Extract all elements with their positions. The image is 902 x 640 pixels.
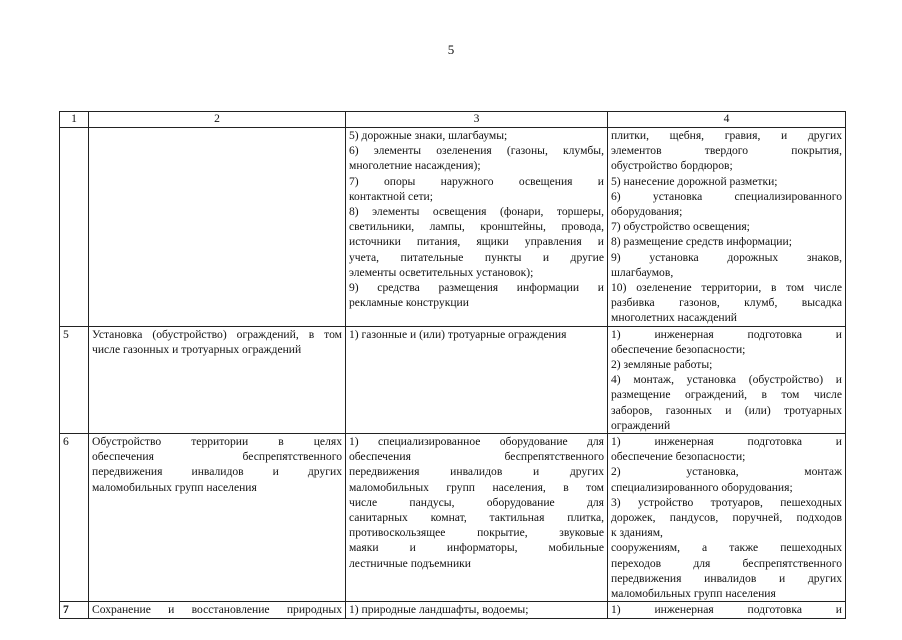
cell-text-line: 5) нанесение дорожной разметки; — [611, 174, 778, 188]
row-elements-cell — [346, 128, 608, 327]
cell-text-line: 9) установка дорожных знаков, — [611, 250, 842, 264]
header-col-4: 4 — [608, 112, 846, 128]
table-header-row — [60, 112, 846, 128]
cell-text-line: 8) размещение средств информации; — [611, 235, 792, 249]
cell-text-line: 5) дорожные знаки, шлагбаумы; — [349, 129, 508, 142]
cell-text-line: обеспечения беспрепятственного — [92, 450, 342, 464]
cell-text-line: 1) специализированное оборудование для — [349, 435, 604, 449]
cell-text-line: маломобильных групп населения, в том — [349, 480, 604, 494]
cell-text-line: размещение ограждений, в том числе — [611, 388, 842, 402]
cell-text-line: элементов твердого покрытия, — [611, 144, 842, 158]
cell-text-line: 7) обустройство освещения; — [611, 220, 750, 234]
cell-text-line: учета, питательные пункты и другие — [349, 250, 604, 264]
cell-text-line: 6) элементы озеленения (газоны, клумбы, — [349, 144, 604, 158]
works-table — [59, 111, 846, 619]
cell-text-line: передвижения инвалидов и других — [611, 571, 842, 585]
header-col-2: 2 — [89, 112, 346, 128]
cell-text-line: 2) установка, монтаж — [611, 465, 842, 479]
cell-text-line: дорожек, пандусов, поручней, подходов — [611, 511, 842, 525]
header-col-3: 3 — [346, 112, 608, 128]
row-works-cell — [608, 128, 846, 327]
cell-text-line: специализированного оборудования; — [611, 480, 793, 494]
cell-text-line: передвижения инвалидов и других — [92, 465, 342, 479]
table-row — [60, 326, 846, 433]
row-elements-cell — [346, 434, 608, 602]
cell-text-line: шлагбаумов, — [611, 265, 674, 279]
cell-text-line: обеспечение безопасности; — [611, 342, 746, 356]
cell-text-line: элементы осветительных установок); — [349, 265, 534, 279]
row-number: 5 — [60, 326, 89, 433]
cell-text-line: рекламные конструкции — [349, 296, 469, 310]
row-title-cell — [89, 128, 346, 327]
cell-text-line: Установка (обустройство) ограждений, в том — [92, 327, 342, 341]
cell-text-line: 8) элементы освещения (фонари, торшеры, — [349, 205, 604, 219]
row-title-cell — [89, 434, 346, 602]
row-elements-cell — [346, 602, 608, 618]
cell-text-line: передвижения инвалидов и других — [349, 465, 604, 479]
cell-text-line: Сохранение и восстановление природных — [92, 603, 342, 617]
row-works-cell — [608, 602, 846, 618]
cell-text-line: обеспечение безопасности; — [611, 450, 746, 464]
table-row — [60, 602, 846, 618]
cell-text-line: 1) природные ландшафты, водоемы; — [349, 603, 529, 617]
cell-text-line: 1) инженерная подготовка и — [611, 435, 842, 449]
cell-text-line: 9) средства размещения информации и — [349, 281, 604, 295]
table-row — [60, 434, 846, 602]
table-row — [60, 128, 846, 327]
cell-text-line: сооружениям, а также пешеходных — [611, 541, 842, 555]
row-number: 7 — [60, 602, 89, 618]
cell-text-line: маяки и информаторы, мобильные — [349, 541, 604, 555]
cell-text-line: контактной сети; — [349, 189, 433, 203]
row-title-cell — [89, 326, 346, 433]
cell-text-line: заборов, газонных и (или) тротуарных — [611, 403, 842, 417]
cell-text-line: санитарных комнат, тактильная плитка, — [349, 511, 604, 525]
cell-text-line: 2) земляные работы; — [611, 358, 713, 372]
cell-text-line: разбивка газонов, клумб, высадка — [611, 296, 842, 310]
cell-text-line: 4) монтаж, установка (обустройство) и — [611, 373, 842, 387]
cell-text-line: ограждений — [611, 418, 671, 432]
cell-text-line: светильники, лампы, кронштейны, провода, — [349, 220, 604, 234]
cell-text-line: Обустройство территории в целях — [92, 435, 342, 449]
cell-text-line: 1) газонные и (или) тротуарные ограждения — [349, 327, 567, 341]
cell-text-line: многолетних насаждений — [611, 311, 738, 325]
header-col-1: 1 — [60, 112, 89, 128]
cell-text-line: маломобильных групп населения — [92, 480, 257, 494]
cell-text-line: 1) инженерная подготовка и — [611, 603, 842, 617]
cell-text-line: 10) озеленение территории, в том числе — [611, 281, 842, 295]
row-number — [60, 128, 89, 327]
row-works-cell — [608, 326, 846, 433]
cell-text-line: обеспечения беспрепятственного — [349, 450, 604, 464]
cell-text-line: к зданиям, — [611, 526, 663, 540]
cell-text-line: противоскользящее покрытие, звуковые — [349, 526, 604, 540]
row-title-cell — [89, 602, 346, 618]
cell-text-line: источники питания, ящики управления и — [349, 235, 604, 249]
cell-text-line: оборудования; — [611, 205, 683, 219]
cell-text-line: многолетние насаждения); — [349, 159, 481, 173]
cell-text-line: 7) опоры наружного освещения и — [349, 174, 604, 188]
row-number: 6 — [60, 434, 89, 602]
row-elements-cell — [346, 326, 608, 433]
cell-text-line: маломобильных групп населения — [611, 587, 776, 601]
cell-text-line: переходов для беспрепятственного — [611, 556, 842, 570]
row-works-cell — [608, 434, 846, 602]
page-number: 5 — [447, 42, 455, 57]
cell-text-line: 1) инженерная подготовка и — [611, 327, 842, 341]
cell-text-line: обустройство бордюров; — [611, 159, 733, 173]
cell-text-line: 3) устройство тротуаров, пешеходных — [611, 495, 842, 509]
cell-text-line: лестничные подъемники — [349, 556, 472, 570]
cell-text-line: плитки, щебня, гравия, и других — [611, 129, 842, 142]
cell-text-line: числе пандусы, оборудование для — [349, 495, 604, 509]
cell-text-line: числе газонных и тротуарных ограждений — [92, 342, 302, 356]
cell-text-line: 6) установка специализированного — [611, 189, 842, 203]
